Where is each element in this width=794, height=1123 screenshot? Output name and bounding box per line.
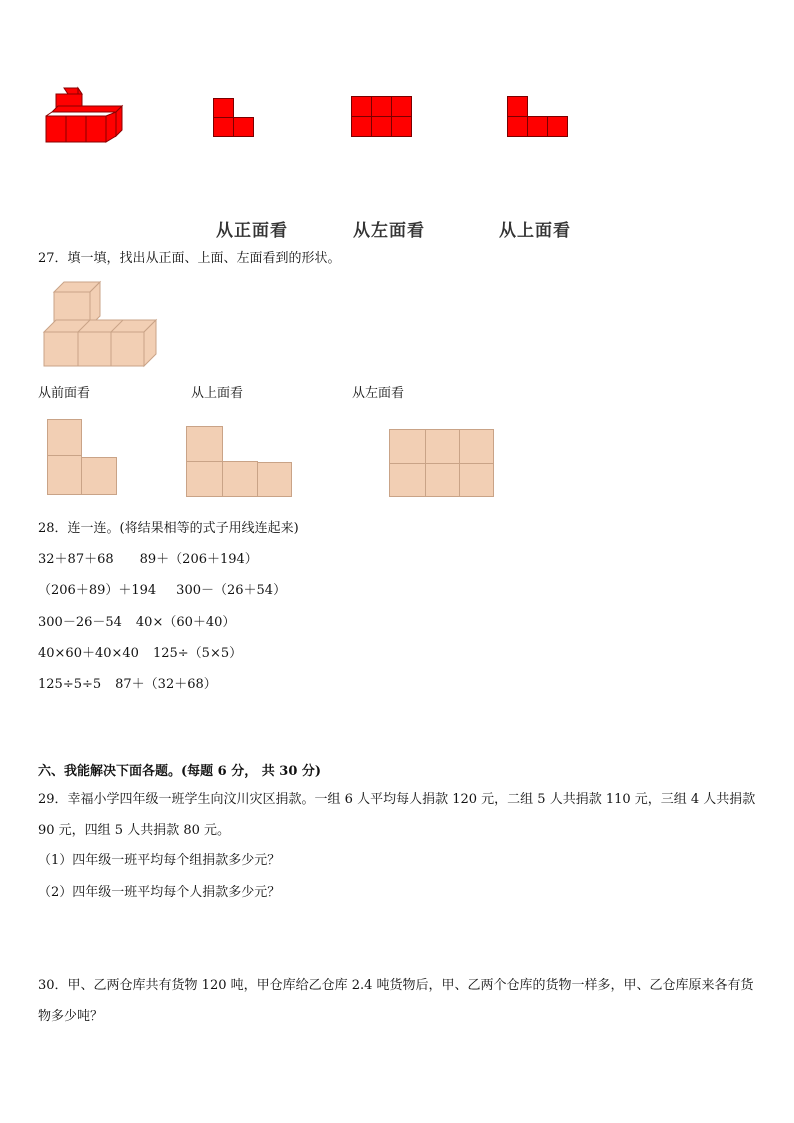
q28-row-3 xyxy=(38,614,235,632)
section6-title: 六、我能解决下面各题。(每题 6 分， 共 30 分) xyxy=(38,764,322,779)
q27-label-left: 从左面看 xyxy=(352,386,405,401)
q28-left-4: 40×60＋40×40 xyxy=(38,646,139,661)
red-view-top xyxy=(507,96,569,138)
q28-row-4 xyxy=(38,645,242,663)
q28-right-4: 125÷（5×5） xyxy=(152,646,243,661)
red-cube-figure xyxy=(44,86,126,146)
q28-left-3: 300－26－54 xyxy=(38,615,122,630)
q28-right-5: 87＋（32＋68） xyxy=(115,677,217,692)
tan-cube-figure xyxy=(42,280,172,370)
q28-right-2: 300－（26＋54） xyxy=(176,583,287,598)
q29-sub2: （2）四年级一班平均每个人捐款多少元？ xyxy=(38,885,281,900)
q28-left-5: 125÷5÷5 xyxy=(38,677,102,692)
red-view-front xyxy=(213,98,255,138)
q27-prompt: 27．填一填，找出从正面、上面、左面看到的形状。 xyxy=(38,251,341,266)
label-left-view: 从左面看 xyxy=(353,221,425,241)
q29-sub1: （1）四年级一班平均每个组捐款多少元？ xyxy=(38,853,281,868)
q28-row-2 xyxy=(38,582,286,600)
q29-text: 29．幸福小学四年级一班学生向汶川灾区捐款。一组 6 人平均每人捐款 120 元，二组 5 人共捐款 110 元，三组 4 人共捐款 90 元，四组 5 人共捐款 80 元。 xyxy=(38,792,756,838)
q28-right-1: 89＋（206＋194） xyxy=(139,552,258,567)
red-view-left xyxy=(351,96,413,138)
label-top-view: 从上面看 xyxy=(499,221,571,241)
label-front-view: 从正面看 xyxy=(216,221,288,241)
tan-view-left xyxy=(389,429,497,499)
q28-row-1 xyxy=(38,551,258,569)
q28-right-3: 40×（60＋40） xyxy=(135,615,236,630)
q28-row-5 xyxy=(38,676,217,694)
q27-label-front: 从前面看 xyxy=(38,386,91,401)
tan-view-top xyxy=(186,426,294,498)
q28-left-2: （206＋89）＋194 xyxy=(38,583,157,598)
tan-view-front xyxy=(47,419,119,497)
q27-label-top: 从上面看 xyxy=(191,386,244,401)
q28-prompt: 28．连一连。(将结果相等的式子用线连起来) xyxy=(38,521,299,536)
q28-left-1: 32＋87＋68 xyxy=(38,552,114,567)
q30-text: 30．甲、乙两仓库共有货物 120 吨，甲仓库给乙仓库 2.4 吨货物后，甲、乙两个仓库的货物一样多，甲、乙仓库原来各有货物多少吨？ xyxy=(38,978,754,1024)
